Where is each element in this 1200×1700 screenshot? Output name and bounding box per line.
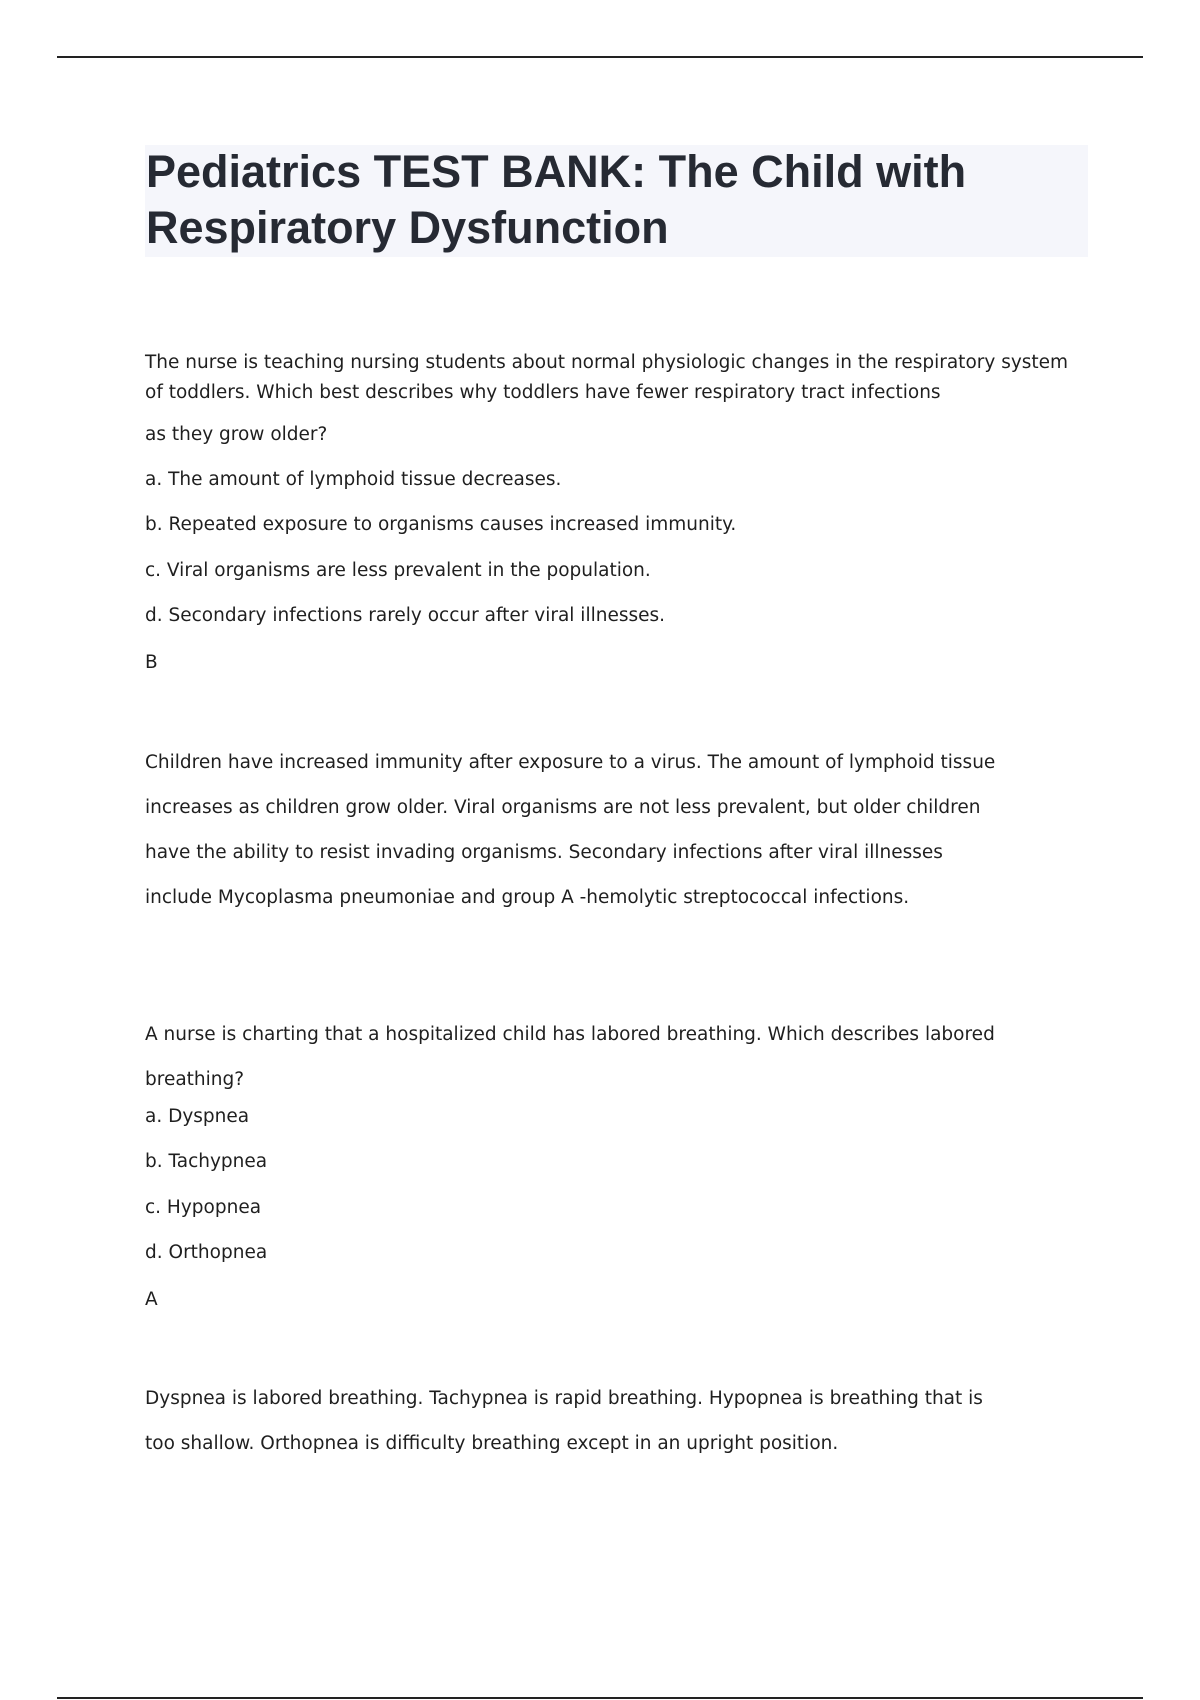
question-2-stem: A nurse is charting that a hospitalized child has labored breathing. Which describes labored breathing?	[145, 1024, 995, 1090]
top-divider	[57, 56, 1143, 58]
question-1-option-b: b. Repeated exposure to organisms causes increased immunity.	[145, 514, 737, 535]
document-title: Pediatrics TEST BANK: The Child with Respiratory Dysfunction	[146, 146, 967, 253]
question-1-rationale: Children have increased immunity after exposure to a virus. The amount of lymphoid tissue increases as children grow older. Viral organisms are not less prevalent, but older children have the ability to resist invading organisms. Secondary infections after viral illnesses include Mycoplasma pneumoniae and group A -hemolytic streptococcal infections.	[145, 752, 996, 908]
bottom-divider	[57, 1697, 1143, 1699]
question-2-option-b: b. Tachypnea	[145, 1151, 268, 1172]
question-2-answer: A	[145, 1289, 158, 1310]
question-1-stem-continued: as they grow older?	[145, 424, 328, 445]
question-2-rationale: Dyspnea is labored breathing. Tachypnea is rapid breathing. Hypopnea is breathing that is too shallow. Orthopnea is difficulty breathing except in an upright position.	[145, 1388, 983, 1454]
question-1-answer: B	[145, 652, 158, 673]
question-1-stem: The nurse is teaching nursing students about normal physiologic changes in the respiratory system of toddlers. Which best describes why toddlers have fewer respiratory tract infections	[145, 352, 1069, 403]
question-1-option-c: c. Viral organisms are less prevalent in the population.	[145, 560, 651, 581]
question-2-option-c: c. Hypopnea	[145, 1197, 262, 1218]
question-1-option-a: a. The amount of lymphoid tissue decreases.	[145, 469, 562, 490]
question-1-option-d: d. Secondary infections rarely occur after viral illnesses.	[145, 605, 666, 626]
question-2-option-d: d. Orthopnea	[145, 1242, 268, 1263]
question-2-option-a: a. Dyspnea	[145, 1106, 250, 1127]
